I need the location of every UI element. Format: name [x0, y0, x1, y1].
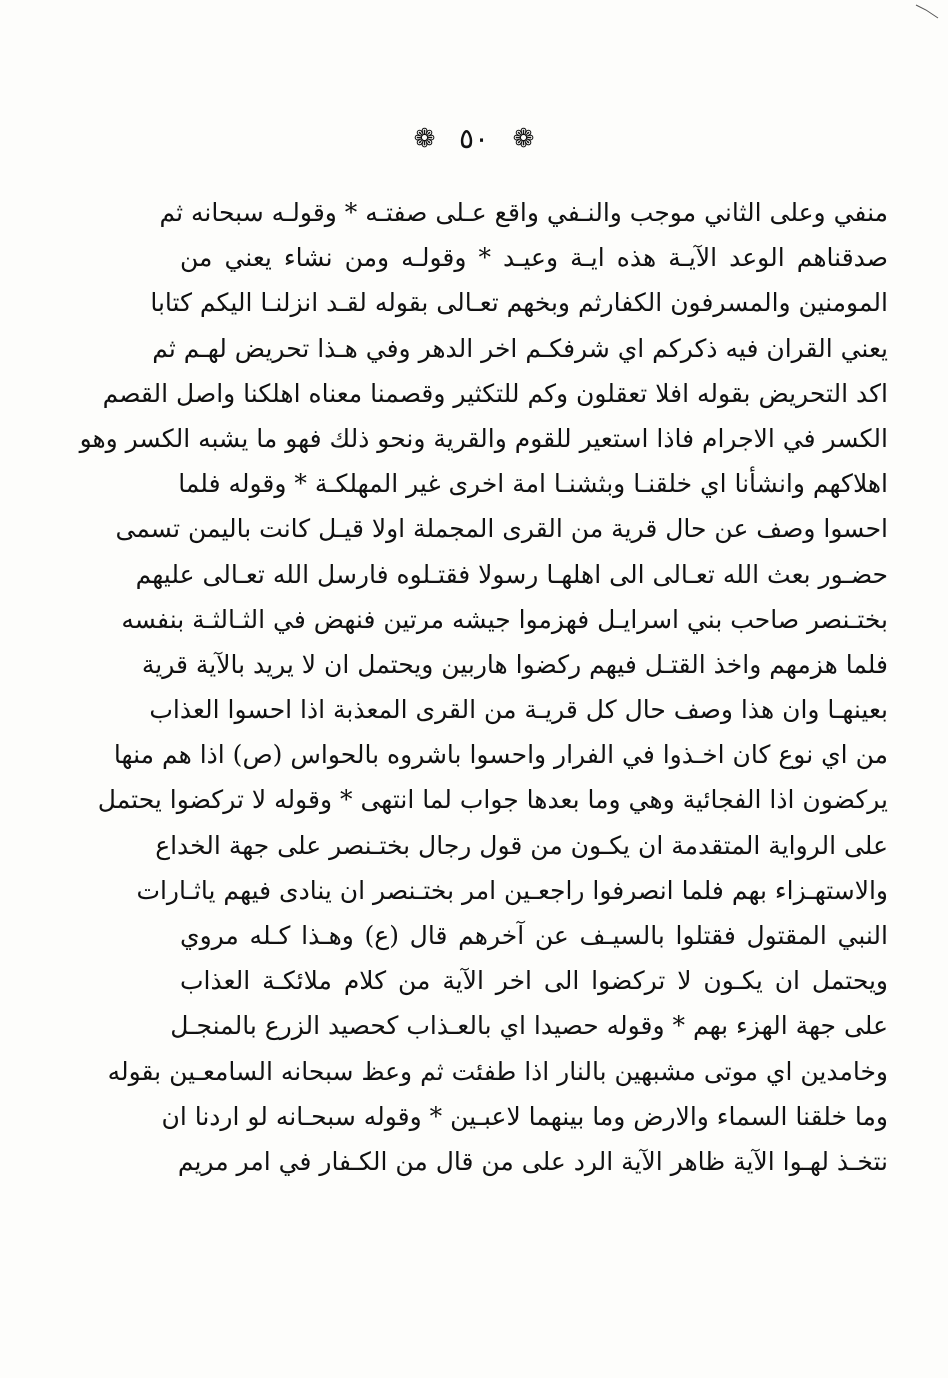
text-line: حضـور بعث الله تعـالى الى اهلهـا رسولا فقتـلوه فارسل الله تعـالى عليهم — [135, 559, 888, 589]
body-text — [79, 190, 888, 1184]
text-line: المومنين والمسرفون الكفارثم وبخهم تعـالى بقوله لقـد انزلنـا اليكم كتابا — [150, 288, 888, 318]
text-line: على الرواية المتقدمة ان يكـون من قول رجال بختـنصر على جهة الخداع — [155, 830, 888, 860]
page-number-header — [0, 118, 948, 159]
page-number: ٥٠ — [458, 122, 490, 155]
ornament-right-icon: ❁ — [512, 124, 535, 154]
text-line: من اي نوع كان اخـذوا في الفرار واحسوا باشروه بالحواس (ص) اذا هم منها — [113, 740, 888, 770]
text-line: بعينهـا وان هذا وصف حال كل قريـة من القرى المعذبة اذا احسوا العذاب — [149, 695, 888, 725]
text-line: والاستهـزاء بهم فلما انصرفوا راجعـين امر بختـنصر ان ينادى فيهم ياثـارات — [136, 875, 888, 905]
text-line: صدقناهم الوعد الآيـة هذه ايـة وعيـد * وقولـه ومن نشاء يعني من — [180, 243, 888, 273]
text-line: منفي وعلى الثاني موجب والنـفي واقع عـلى صفتـه * وقولـه سبحانه ثم — [159, 198, 888, 227]
text-line: اكد التحريض بقوله افلا تعقلون وكم للتكثير وقصمنا معناه اهلكنا واصل القصم — [102, 378, 888, 408]
corner-scan-mark — [912, 2, 942, 22]
text-line: ويحتمل ان يكـون لا تركضوا الى اخر الآية من كلام ملائكـة العذاب — [180, 966, 888, 996]
text-line: يعني القران فيه ذكركم اي شرفكـم اخر الدهر وفي هـذا تحريض لهـم ثم — [152, 333, 888, 363]
text-line: على جهة الهزء بهم * وقوله حصيدا اي بالعـذاب كحصيد الزرع بالمنجـل — [170, 1011, 888, 1041]
text-line: وما خلقنا السماء والارض وما بينهما لاعبـين * وقوله سبحـانه لو اردنا ان — [161, 1101, 888, 1131]
text-line: يركضون اذا الفجائية وهي وما بعدها جواب لما انتهى * وقوله لا تركضوا يحتمل — [97, 785, 888, 815]
text-line: بختـنصر صاحب بني اسرايـل فهزموا جيشه مرتين فنهض في الثـالثـة بنفسه — [121, 604, 888, 634]
text-line: وخامدين اي موتى مشبهين بالنار اذا طفئت ثم وعظ سبحانه السامعـين بقوله — [107, 1056, 888, 1086]
text-line: الكسر في الاجرام فاذا استعير للقوم والقرية ونحو ذلك فهو ما يشبه الكسر وهو — [79, 423, 888, 453]
text-line: النبي المقتول فقتلوا بالسيـف عن آخرهم قال (ع) وهـذا كـله مروي — [180, 921, 888, 950]
ornament-left-icon: ❁ — [413, 124, 436, 154]
text-line: نتخـذ لهـوا الآية ظاهر الآية الرد على من قال من الكـفار في امر مريم — [177, 1146, 888, 1176]
text-line: فلما هزمهم واخذ القتـل فيهم ركضوا هاربين ويحتمل ان لا يريد بالآية قرية — [141, 649, 888, 679]
text-line: احسوا وصف عن حال قرية من القرى المجملة اولا قيـل كانت باليمن تسمى — [115, 514, 888, 544]
text-line: اهلاكهم وانشأنا اي خلقنـا وبثشنـا امة اخرى غير المهلكـة * وقوله فلما — [178, 469, 888, 499]
